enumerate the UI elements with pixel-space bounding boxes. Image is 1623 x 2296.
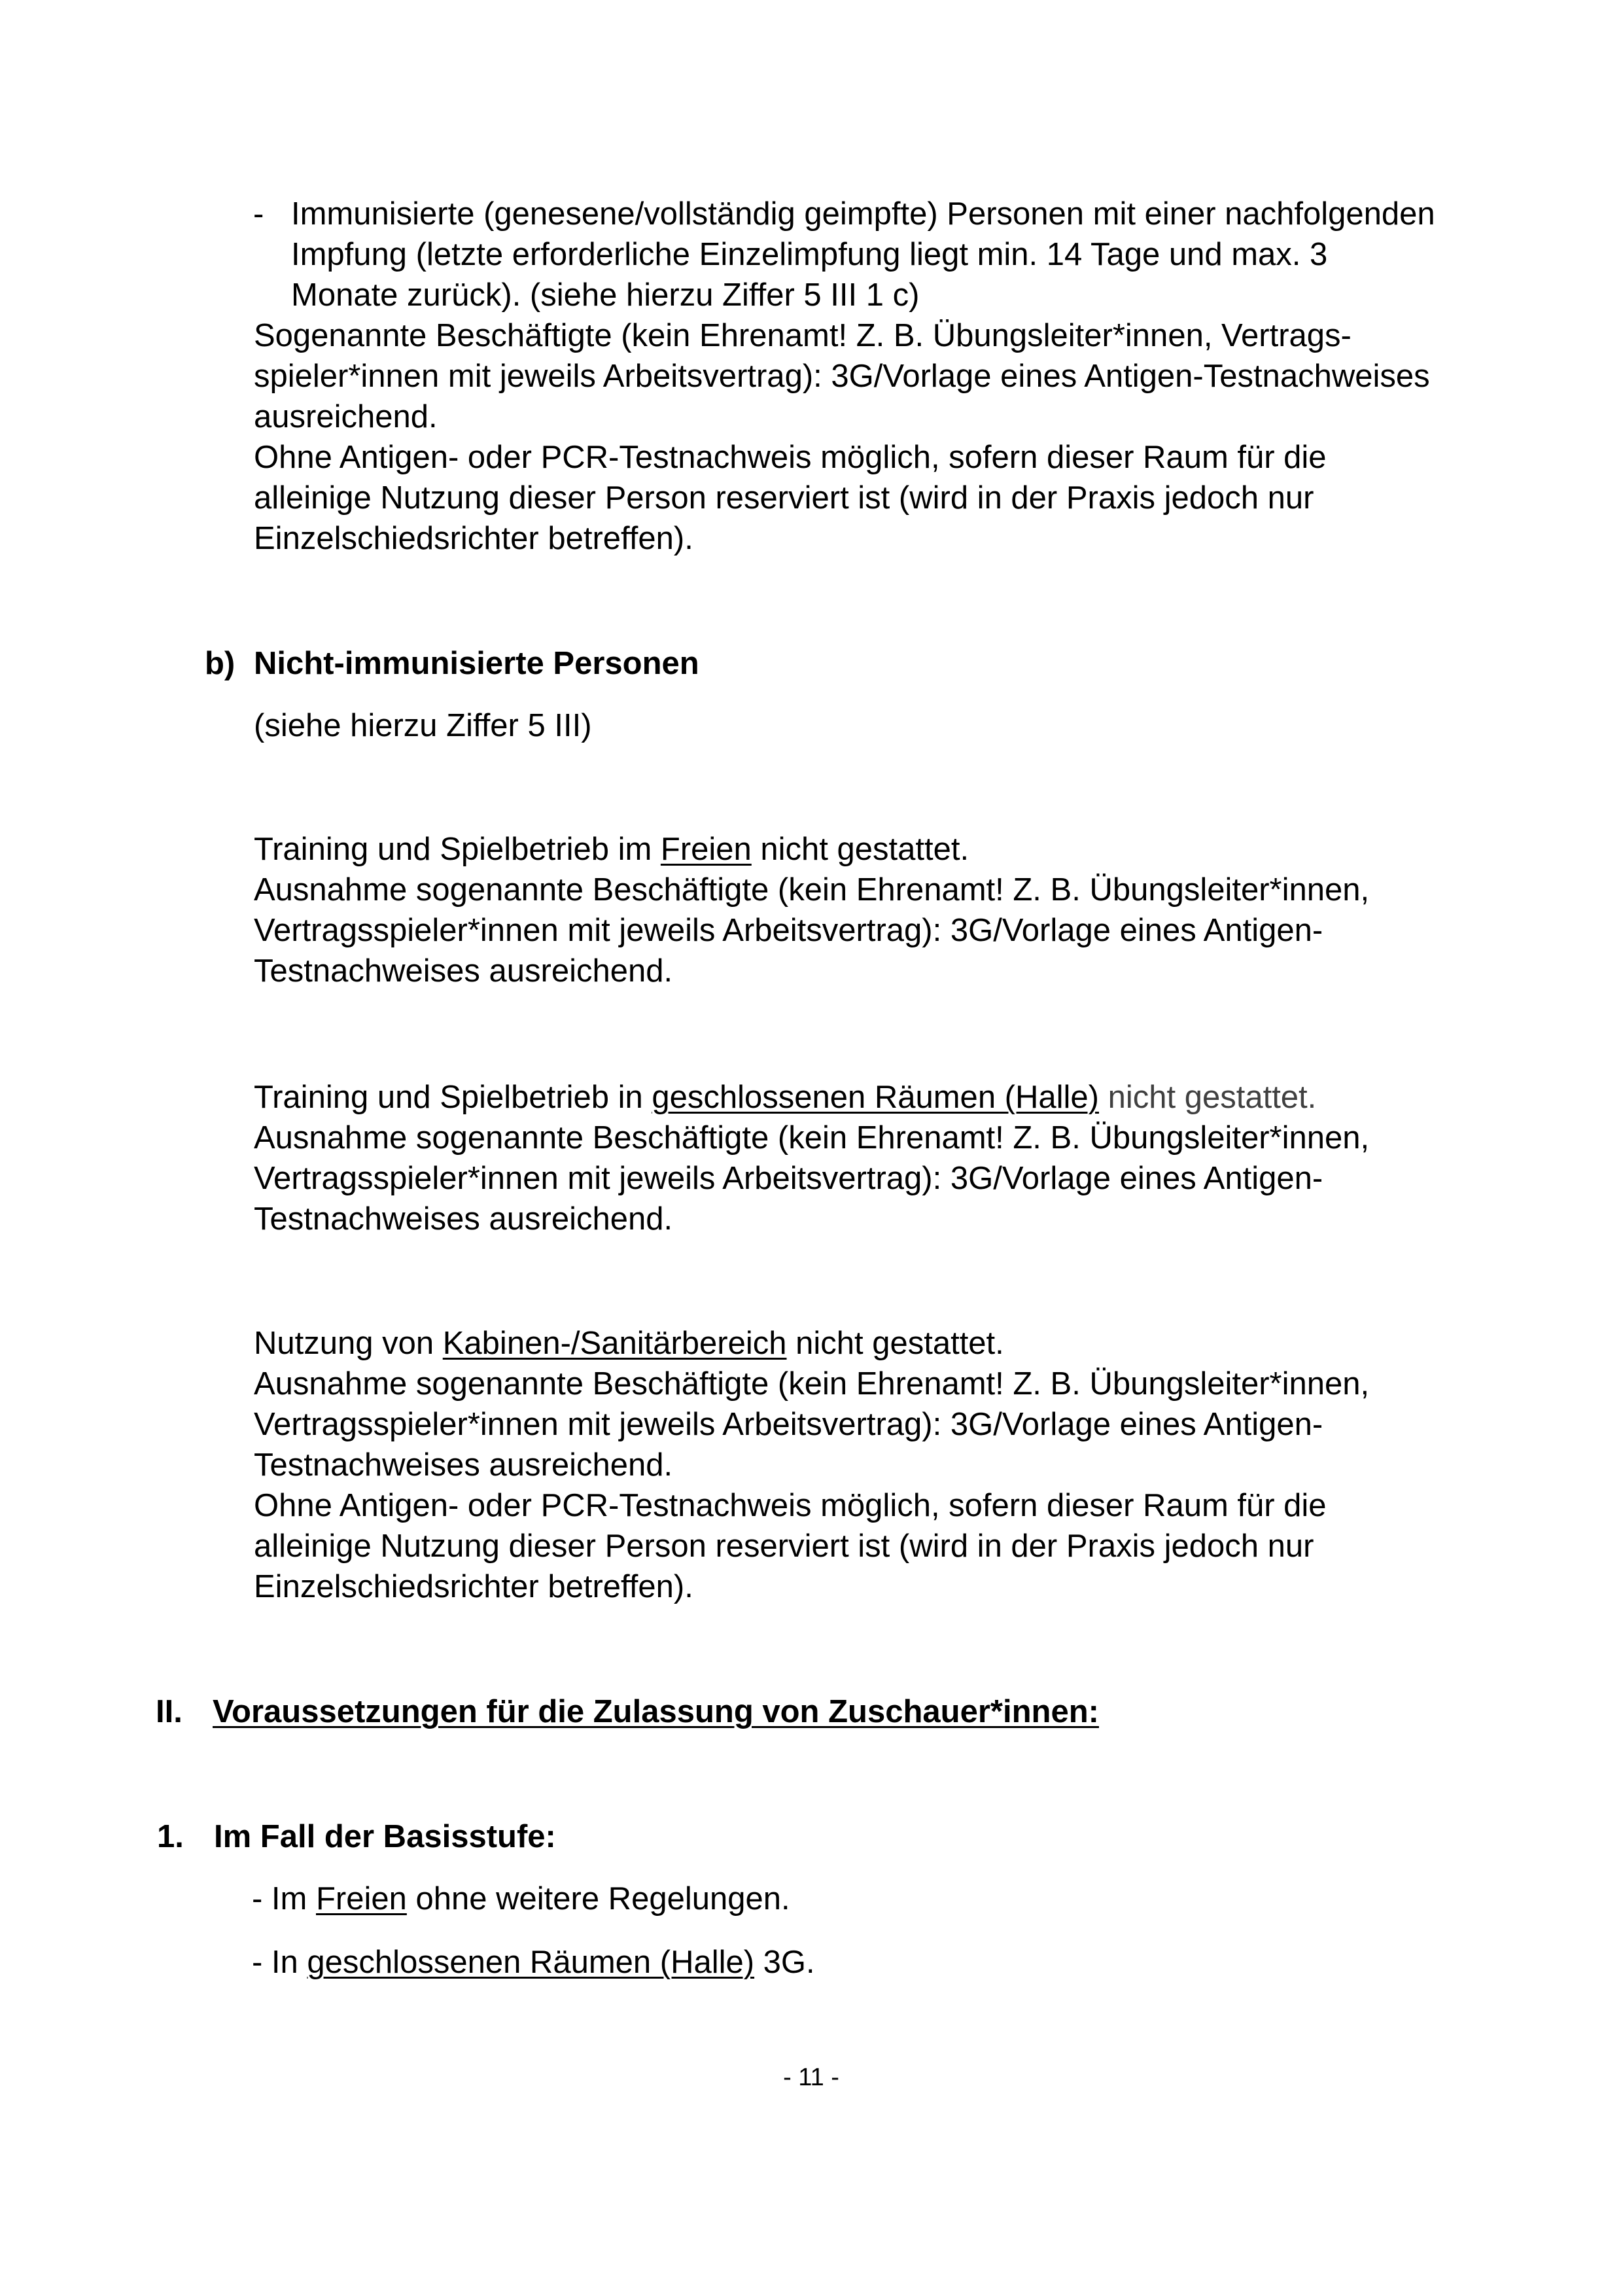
paragraph-line: Einzelschiedsrichter betreffen).: [254, 1569, 693, 1604]
paragraph-line: spieler*innen mit jeweils Arbeitsvertrag): 3G/Vorlage eines Antigen-Testnachweises: [254, 359, 1430, 394]
paragraph-line: Testnachweises ausreichend.: [254, 1201, 673, 1237]
rule-heading-line: [254, 1323, 1004, 1364]
subsection-marker: 1.: [157, 1819, 184, 1854]
list-item: [252, 1942, 815, 1983]
rule-emphasis: Kabinen-/Sanitärbereich: [442, 1326, 787, 1361]
section-marker: II.: [156, 1694, 183, 1729]
paragraph-line: Vertragsspieler*innen mit jeweils Arbeitsvertrag): 3G/Vorlage eines Antigen-: [254, 1161, 1323, 1196]
bullet-text-line: Monate zurück). (siehe hierzu Ziffer 5 III 1 c): [291, 277, 920, 313]
rule-prefix: Training und Spielbetrieb im: [254, 832, 661, 867]
paragraph-line: alleinige Nutzung dieser Person reserviert ist (wird in der Praxis jedoch nur: [254, 1528, 1314, 1564]
rule-emphasis: Freien: [660, 832, 752, 867]
paragraph-line: Einzelschiedsrichter betreffen).: [254, 521, 693, 556]
page-number: - 11 -: [783, 2064, 839, 2091]
paragraph-line: Sogenannte Beschäftigte (kein Ehrenamt! Z. B. Übungsleiter*innen, Vertrags-: [254, 318, 1352, 353]
rule-suffix: nicht gestattet.: [751, 832, 969, 867]
rule-suffix: nicht gestattet.: [1098, 1080, 1317, 1115]
rule-emphasis: geschlossenen Räumen (Halle): [652, 1080, 1099, 1115]
section-reference: (siehe hierzu Ziffer 5 III): [254, 708, 592, 743]
list-bullet: -: [253, 196, 264, 232]
bullet-text-line: Impfung (letzte erforderliche Einzelimpfung liegt min. 14 Tage und max. 3: [291, 237, 1328, 272]
paragraph-line: ausreichend.: [254, 399, 438, 434]
item-prefix: - In: [252, 1945, 307, 1980]
paragraph-line: Ausnahme sogenannte Beschäftigte (kein Ehrenamt! Z. B. Übungsleiter*innen,: [254, 1120, 1370, 1156]
paragraph-line: Ohne Antigen- oder PCR-Testnachweis möglich, sofern dieser Raum für die: [254, 1488, 1327, 1523]
rule-suffix: nicht gestattet.: [786, 1326, 1004, 1361]
rule-heading-line: [254, 829, 969, 870]
rule-prefix: Training und Spielbetrieb in: [254, 1080, 652, 1115]
paragraph-line: alleinige Nutzung dieser Person reserviert ist (wird in der Praxis jedoch nur: [254, 480, 1314, 516]
item-suffix: 3G.: [754, 1945, 815, 1980]
section-marker: b): [205, 646, 236, 681]
paragraph-line: Vertragsspieler*innen mit jeweils Arbeitsvertrag): 3G/Vorlage eines Antigen-: [254, 1407, 1323, 1442]
paragraph-line: Vertragsspieler*innen mit jeweils Arbeitsvertrag): 3G/Vorlage eines Antigen-: [254, 913, 1323, 948]
paragraph-line: Testnachweises ausreichend.: [254, 953, 673, 989]
paragraph-line: Testnachweises ausreichend.: [254, 1447, 673, 1483]
item-prefix: - Im: [252, 1881, 316, 1916]
bullet-text-line: Immunisierte (genesene/vollständig geimpfte) Personen mit einer nachfolgenden: [291, 196, 1435, 232]
paragraph-line: Ausnahme sogenannte Beschäftigte (kein Ehrenamt! Z. B. Übungsleiter*innen,: [254, 872, 1370, 908]
rule-heading-line: [254, 1077, 1316, 1118]
section-heading: Voraussetzungen für die Zulassung von Zuschauer*innen:: [213, 1694, 1099, 1729]
subsection-heading: Im Fall der Basisstufe:: [214, 1819, 556, 1854]
paragraph-line: Ausnahme sogenannte Beschäftigte (kein Ehrenamt! Z. B. Übungsleiter*innen,: [254, 1366, 1370, 1402]
list-item: [252, 1879, 790, 1919]
item-emphasis: geschlossenen Räumen (Halle): [307, 1945, 755, 1980]
item-emphasis: Freien: [315, 1881, 407, 1916]
rule-prefix: Nutzung von: [254, 1326, 443, 1361]
item-suffix: ohne weitere Regelungen.: [406, 1881, 790, 1916]
section-heading: Nicht-immunisierte Personen: [254, 646, 699, 681]
paragraph-line: Ohne Antigen- oder PCR-Testnachweis möglich, sofern dieser Raum für die: [254, 440, 1327, 475]
